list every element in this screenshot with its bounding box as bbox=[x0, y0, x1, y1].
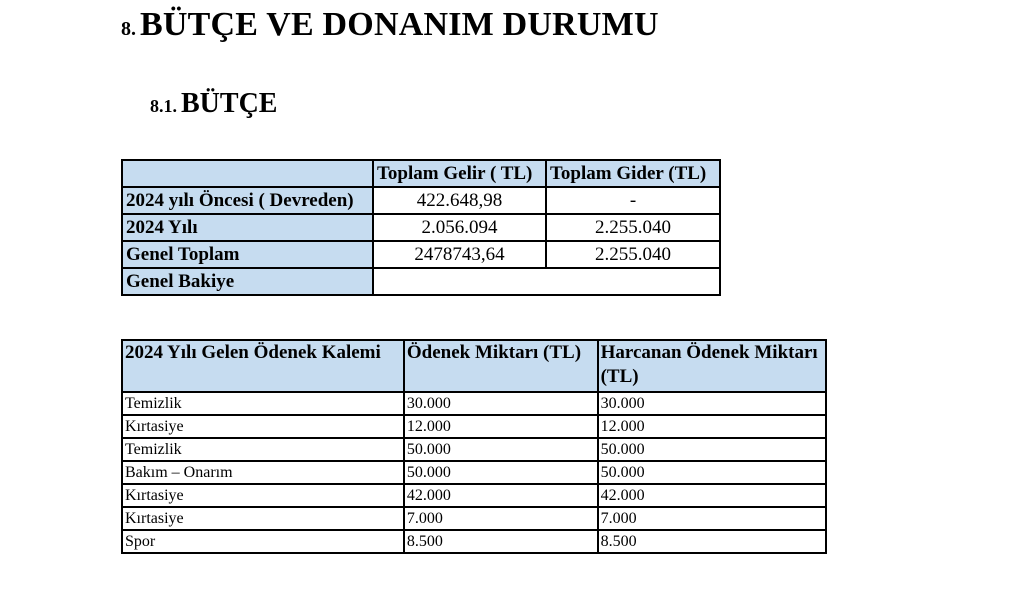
income-value: 2478743,64 bbox=[373, 241, 546, 268]
table-row bbox=[122, 214, 720, 241]
section-title: BÜTÇE VE DONANIM DURUMU bbox=[140, 6, 659, 43]
expense-value: 2.255.040 bbox=[546, 214, 720, 241]
income-value: 422.648,98 bbox=[373, 187, 546, 214]
row-label: Genel Toplam bbox=[122, 241, 373, 268]
spent-cell: 8.500 bbox=[598, 530, 826, 553]
spent-cell: 12.000 bbox=[598, 415, 826, 438]
allocation-table bbox=[121, 339, 827, 554]
header-income: Toplam Gelir ( TL) bbox=[373, 160, 546, 187]
header-amount: Ödenek Miktarı (TL) bbox=[404, 340, 598, 392]
table-row bbox=[122, 507, 826, 530]
table-row bbox=[122, 241, 720, 268]
balance-label: Genel Bakiye bbox=[122, 268, 373, 295]
spent-cell: 30.000 bbox=[598, 392, 826, 415]
table-row bbox=[122, 461, 826, 484]
row-label: 2024 yılı Öncesi ( Devreden) bbox=[122, 187, 373, 214]
table-row bbox=[122, 392, 826, 415]
amount-cell: 50.000 bbox=[404, 461, 598, 484]
item-cell: Bakım – Onarım bbox=[122, 461, 404, 484]
amount-cell: 30.000 bbox=[404, 392, 598, 415]
header-corner-cell bbox=[122, 160, 373, 187]
spent-cell: 50.000 bbox=[598, 438, 826, 461]
expense-value: 2.255.040 bbox=[546, 241, 720, 268]
item-cell: Temizlik bbox=[122, 438, 404, 461]
amount-cell: 8.500 bbox=[404, 530, 598, 553]
row-label: 2024 Yılı bbox=[122, 214, 373, 241]
budget-summary-table bbox=[121, 159, 721, 296]
section-heading bbox=[121, 6, 659, 44]
balance-value bbox=[373, 268, 720, 295]
table-row bbox=[122, 484, 826, 507]
expense-value: - bbox=[546, 187, 720, 214]
table-header-row bbox=[122, 340, 826, 392]
item-cell: Kırtasiye bbox=[122, 484, 404, 507]
section-number: 8. bbox=[121, 18, 136, 40]
table-row bbox=[122, 187, 720, 214]
amount-cell: 12.000 bbox=[404, 415, 598, 438]
header-item: 2024 Yılı Gelen Ödenek Kalemi bbox=[122, 340, 404, 392]
spent-cell: 42.000 bbox=[598, 484, 826, 507]
item-cell: Kırtasiye bbox=[122, 415, 404, 438]
amount-cell: 50.000 bbox=[404, 438, 598, 461]
item-cell: Temizlik bbox=[122, 392, 404, 415]
subsection-number: 8.1. bbox=[150, 96, 177, 116]
table-row bbox=[122, 438, 826, 461]
amount-cell: 7.000 bbox=[404, 507, 598, 530]
table-row bbox=[122, 530, 826, 553]
subsection-heading bbox=[150, 88, 277, 120]
item-cell: Kırtasiye bbox=[122, 507, 404, 530]
header-expense: Toplam Gider (TL) bbox=[546, 160, 720, 187]
item-cell: Spor bbox=[122, 530, 404, 553]
header-spent: Harcanan Ödenek Miktarı (TL) bbox=[598, 340, 826, 392]
income-value: 2.056.094 bbox=[373, 214, 546, 241]
table-row bbox=[122, 268, 720, 295]
table-row bbox=[122, 415, 826, 438]
spent-cell: 50.000 bbox=[598, 461, 826, 484]
table-header-row bbox=[122, 160, 720, 187]
spent-cell: 7.000 bbox=[598, 507, 826, 530]
amount-cell: 42.000 bbox=[404, 484, 598, 507]
subsection-title: BÜTÇE bbox=[181, 88, 278, 119]
